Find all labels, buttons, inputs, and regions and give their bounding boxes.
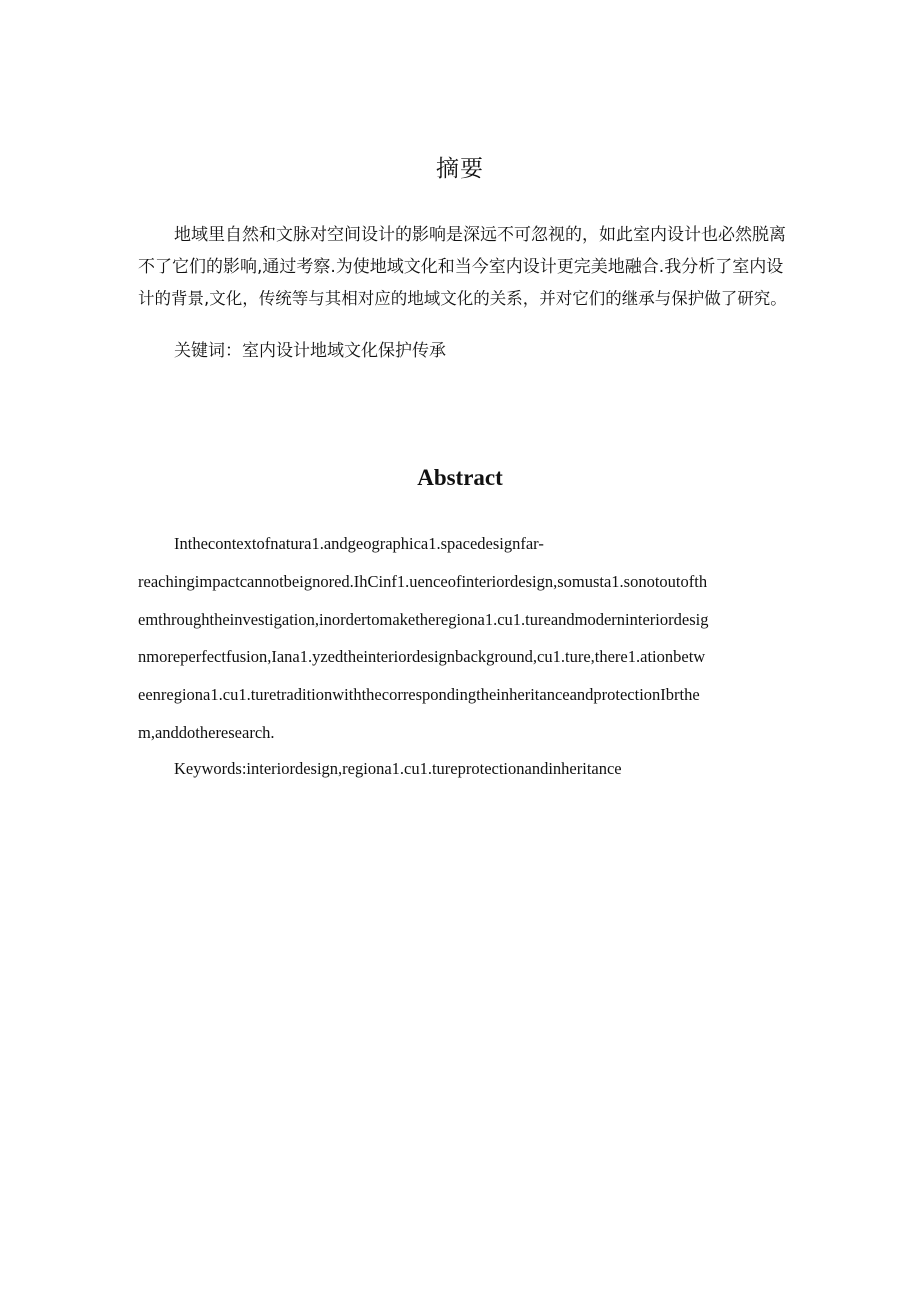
chinese-keywords-text: 关键词：室内设计地域文化保护传承 [174,341,446,361]
english-body-line: eenregiona1.cu1.turetraditionwiththecorrespondingtheinheritanceandprotectionIbrthe [138,685,700,705]
english-body-line: m,anddotheresearch. [138,722,275,742]
english-abstract-title: Abstract [417,465,503,490]
english-body-line: Inthecontextofnatura1.andgeographica1.spacedesignfar- [174,534,544,553]
english-keywords [138,750,788,788]
chinese-body-line: 不了它们的影响,通过考察.为使地域文化和当今室内设计更完美地融合.我分析了室内设 [138,257,784,277]
chinese-body-line: 地域里自然和文脉对空间设计的影响是深远不可忽视的，如此室内设计也必然脱离 [174,225,786,245]
english-body-line: emthroughtheinvestigation,inordertomaketheregiona1.cu1.tureandmoderninteriordesig [138,609,709,629]
chinese-keywords [138,335,788,367]
english-keywords-text: Keywords:interiordesign,regiona1.cu1.tureprotectionandinheritance [174,759,622,778]
english-body-line: nmoreperfectfusion,Iana1.yzedtheinteriordesignbackground,cu1.ture,there1.ationbetw [138,647,706,667]
chinese-body-line: 计的背景,文化，传统等与其相对应的地域文化的关系，并对它们的继承与保护做了研究。 [138,289,787,308]
english-body-line: reachingimpactcannotbeignored.IhCinf1.uenceofinteriordesign,somusta1.sonotoutofth [138,571,708,591]
chinese-abstract-title: 摘要 [436,156,484,182]
english-abstract-body [138,525,788,752]
chinese-abstract-body [138,219,788,315]
